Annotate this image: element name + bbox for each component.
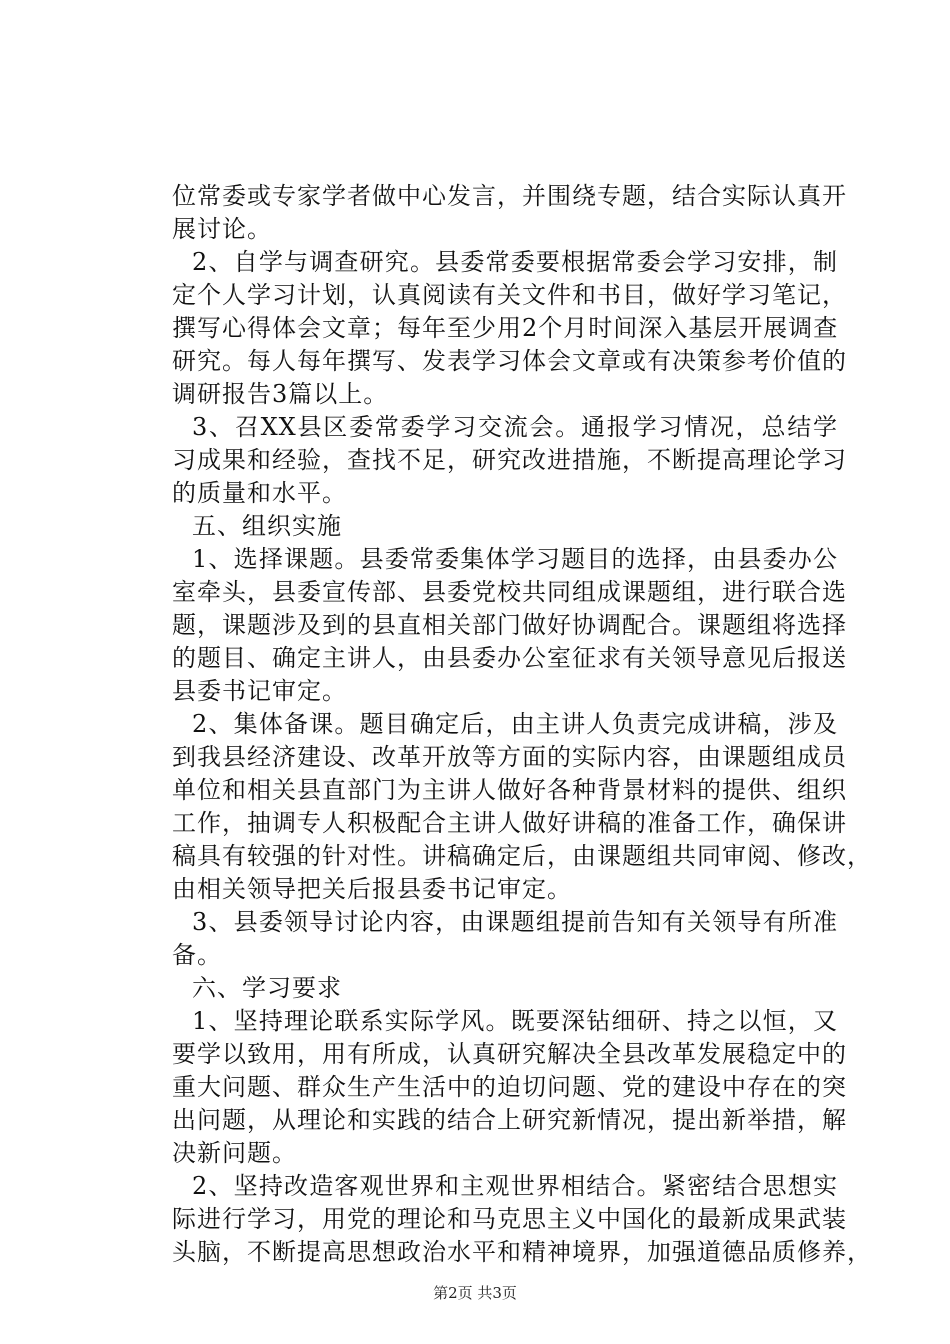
text-line: 习成果和经验，查找不足，研究改进措施，不断提高理论学习 bbox=[172, 446, 847, 474]
text-line: 的质量和水平。 bbox=[172, 479, 347, 507]
text-line: 2、自学与调查研究。县委常委要根据常委会学习安排，制 bbox=[192, 248, 838, 276]
text-line: 要学以致用，用有所成，认真研究解决全县改革发展稳定中的 bbox=[172, 1040, 847, 1068]
text-line: 单位和相关县直部门为主讲人做好各种背景材料的提供、组织 bbox=[172, 776, 847, 804]
text-line: 2、集体备课。题目确定后，由主讲人负责完成讲稿，涉及 bbox=[192, 710, 838, 738]
text-line: 重大问题、群众生产生活中的迫切问题、党的建设中存在的突 bbox=[172, 1073, 847, 1101]
text-line: 2、坚持改造客观世界和主观世界相结合。紧密结合思想实 bbox=[192, 1172, 838, 1200]
text-line: 的题目、确定主讲人，由县委办公室征求有关领导意见后报送 bbox=[172, 644, 847, 672]
text-line: 位常委或专家学者做中心发言，并围绕专题，结合实际认真开 bbox=[172, 182, 847, 210]
page-number: 第2页 共3页 bbox=[433, 1284, 517, 1302]
text-line: 决新问题。 bbox=[172, 1139, 297, 1167]
text-line: 调研报告3篇以上。 bbox=[172, 380, 389, 408]
text-line: 到我县经济建设、改革开放等方面的实际内容，由课题组成员 bbox=[172, 743, 847, 771]
text-line: 际进行学习，用党的理论和马克思主义中国化的最新成果武装 bbox=[172, 1205, 847, 1233]
text-line: 定个人学习计划，认真阅读有关文件和书目，做好学习笔记， bbox=[172, 281, 847, 309]
text-line: 研究。每人每年撰写、发表学习体会文章或有决策参考价值的 bbox=[172, 347, 847, 375]
section-heading: 六、学习要求 bbox=[192, 974, 342, 1002]
text-line: 展讨论。 bbox=[172, 215, 272, 243]
text-line: 题，课题涉及到的县直相关部门做好协调配合。课题组将选择 bbox=[172, 611, 847, 639]
text-line: 撰写心得体会文章；每年至少用2个月时间深入基层开展调查 bbox=[172, 314, 839, 342]
text-line: 由相关领导把关后报县委书记审定。 bbox=[172, 875, 572, 903]
text-line: 工作，抽调专人积极配合主讲人做好讲稿的准备工作，确保讲 bbox=[172, 809, 847, 837]
text-line: 3、召XX县区委常委学习交流会。通报学习情况，总结学 bbox=[192, 413, 838, 441]
text-line: 1、选择课题。县委常委集体学习题目的选择，由县委办公 bbox=[192, 545, 838, 573]
text-line: 1、坚持理论联系实际学风。既要深钻细研、持之以恒，又 bbox=[192, 1007, 838, 1035]
section-heading: 五、组织实施 bbox=[192, 512, 342, 540]
text-line: 备。 bbox=[172, 941, 222, 969]
text-line: 室牵头，县委宣传部、县委党校共同组成课题组，进行联合选 bbox=[172, 578, 847, 606]
text-line: 县委书记审定。 bbox=[172, 677, 347, 705]
text-line: 3、县委领导讨论内容，由课题组提前告知有关领导有所准 bbox=[192, 908, 838, 936]
text-line: 稿具有较强的针对性。讲稿确定后，由课题组共同审阅、修改， bbox=[172, 842, 872, 870]
text-line: 头脑，不断提高思想政治水平和精神境界，加强道德品质修养， bbox=[172, 1238, 872, 1266]
text-line: 出问题，从理论和实践的结合上研究新情况，提出新举措，解 bbox=[172, 1106, 847, 1134]
